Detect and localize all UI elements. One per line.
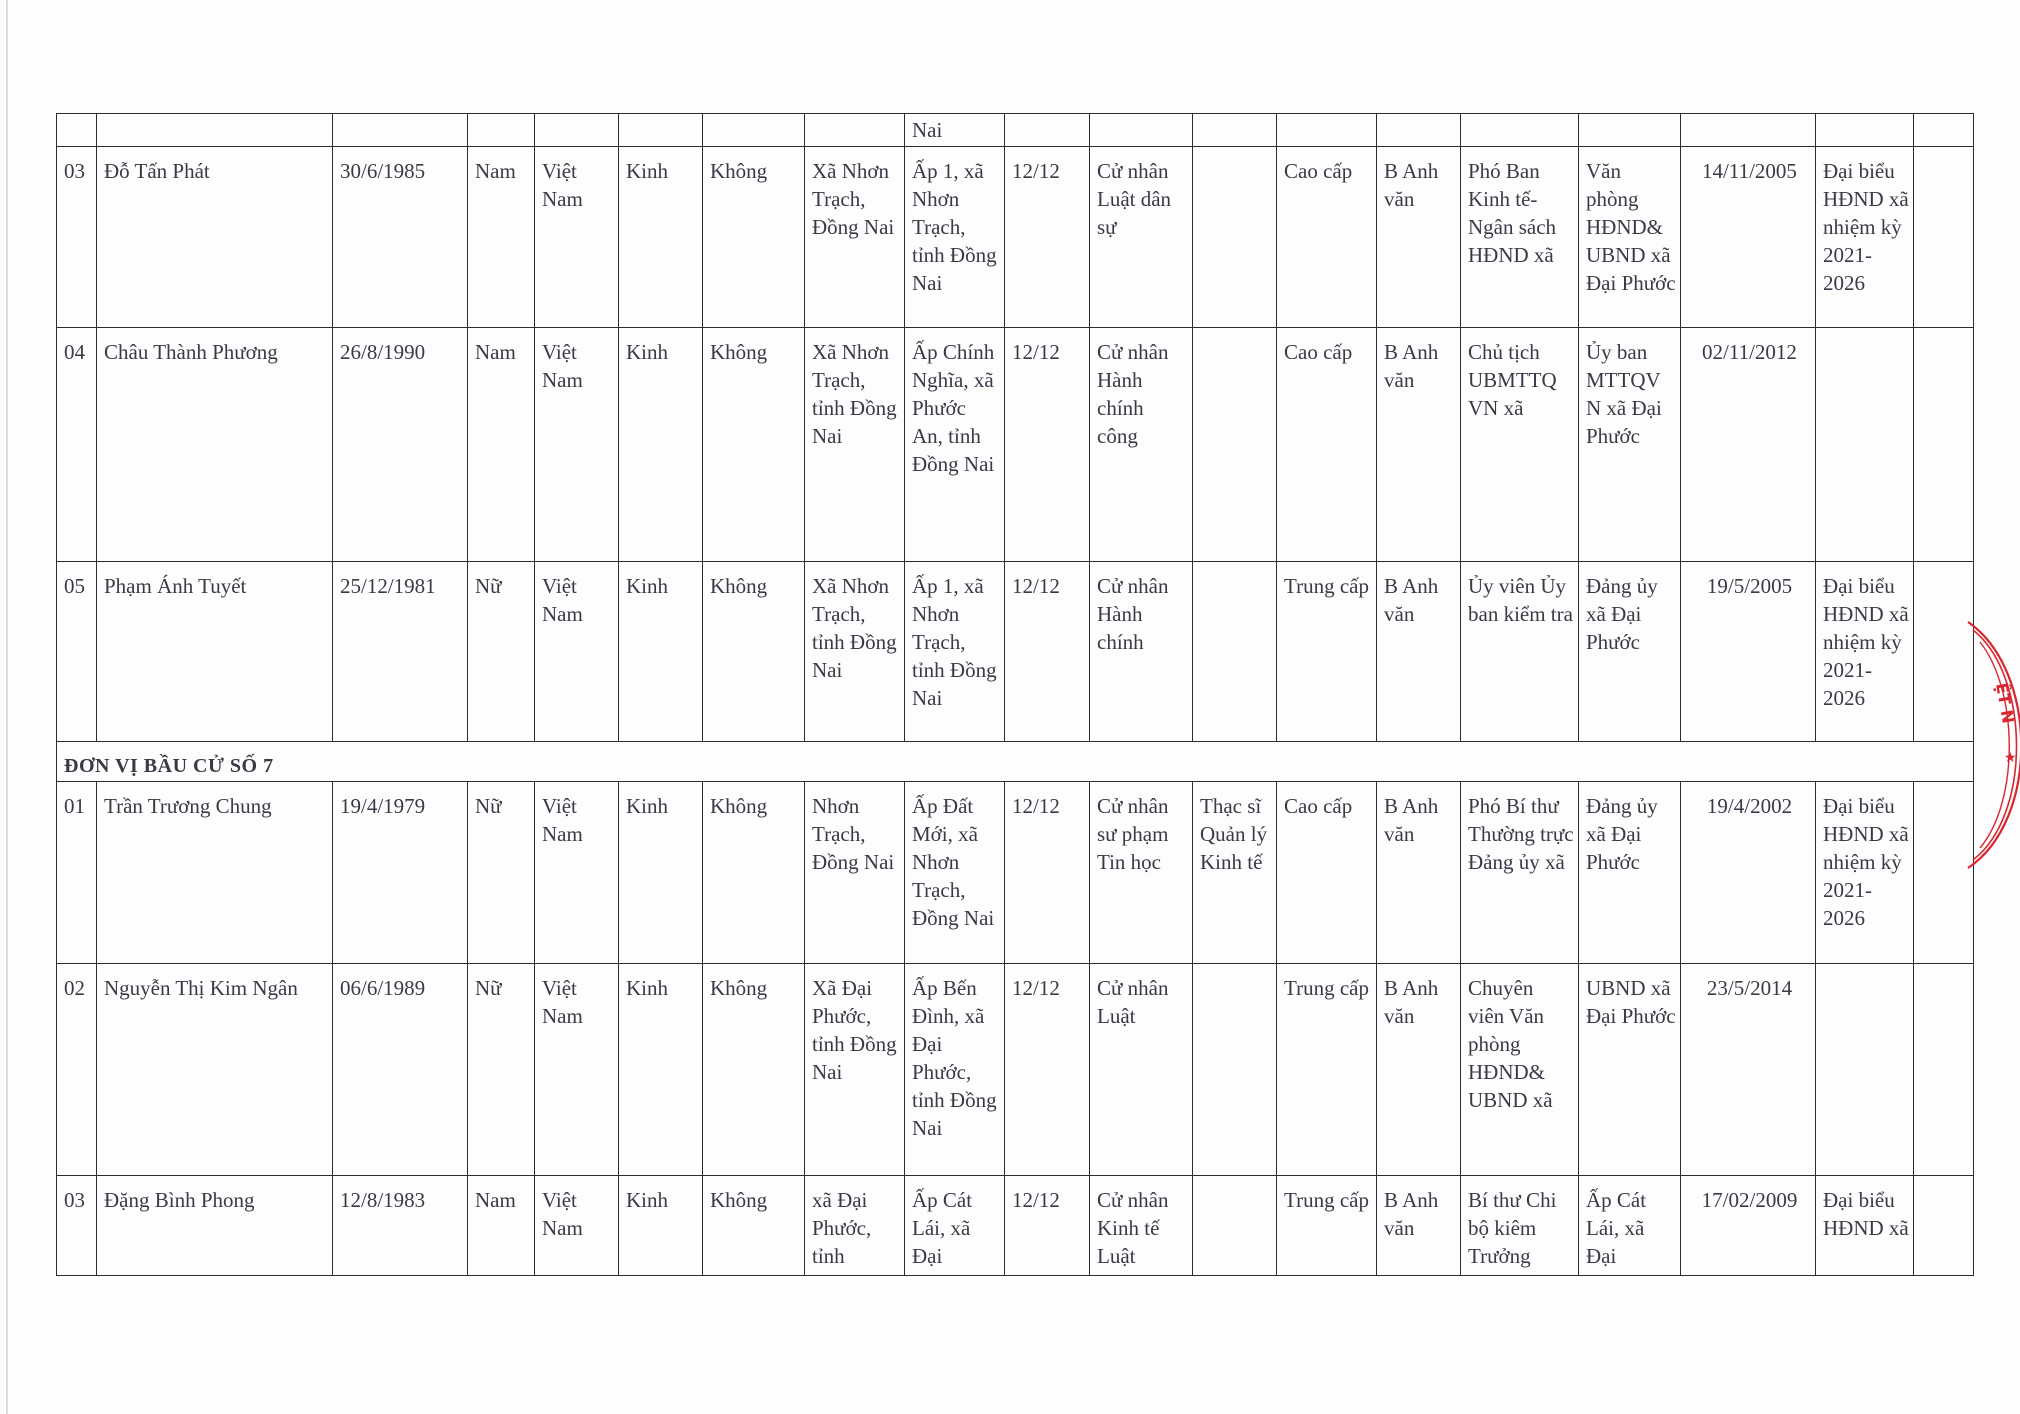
- cell-chuc-vu: Phó Bí thư Thường trực Đảng ủy xã: [1461, 782, 1579, 964]
- cell-dai-bieu: [1816, 964, 1914, 1176]
- cell-dan-toc: Kinh: [619, 1176, 703, 1276]
- cell-chuyen-mon: Cử nhân sư phạm Tin học: [1090, 782, 1193, 964]
- section-title: ĐƠN VỊ BẦU CỬ SỐ 7: [57, 742, 1974, 782]
- cell-chuc-vu: Bí thư Chi bộ kiêm Trưởng: [1461, 1176, 1579, 1276]
- cell-ngay-vao-dang: 17/02/2009: [1681, 1176, 1816, 1276]
- cell-chuyen-mon: Cử nhân Hành chính công: [1090, 328, 1193, 562]
- cell-noi-cong-tac: UBND xã Đại Phước: [1579, 964, 1681, 1176]
- cell-quoc-tich: Việt Nam: [535, 147, 619, 328]
- cell-ho-ten: Đặng Bình Phong: [97, 1176, 333, 1276]
- cell-ngay-sinh: 19/4/1979: [333, 782, 468, 964]
- cell-quoc-tich: Việt Nam: [535, 1176, 619, 1276]
- cell-chuyen-mon: Cử nhân Kinh tế Luật: [1090, 1176, 1193, 1276]
- cell-gioi-tinh: Nam: [468, 328, 535, 562]
- cell-que-quan: Xã Đại Phước, tỉnh Đồng Nai: [805, 964, 905, 1176]
- cell-dan-toc: Kinh: [619, 562, 703, 742]
- cell-empty: [1914, 328, 1974, 562]
- cell-gioi-tinh: Nam: [468, 147, 535, 328]
- cell-stt: 04: [57, 328, 97, 562]
- cell-chuyen-mon: Cử nhân Hành chính: [1090, 562, 1193, 742]
- cell-ngoai-ngu: B Anh văn: [1377, 964, 1461, 1176]
- cell-ton-giao: Không: [703, 328, 805, 562]
- cell-dai-bieu: Đại biểu HĐND xã nhiệm kỳ 2021-2026: [1816, 562, 1914, 742]
- cell-chuc-vu: Ủy viên Ủy ban kiểm tra: [1461, 562, 1579, 742]
- cell-noi-cong-tac: Ủy ban MTTQV N xã Đại Phước: [1579, 328, 1681, 562]
- cell-dai-bieu: [1816, 328, 1914, 562]
- cell-quoc-tich: Việt Nam: [535, 328, 619, 562]
- cell-ton-giao: Không: [703, 147, 805, 328]
- cell-quoc-tich: Việt Nam: [535, 782, 619, 964]
- cell-dai-bieu: Đại biểu HĐND xã nhiệm kỳ 2021-2026: [1816, 147, 1914, 328]
- cell-pho-thong: 12/12: [1005, 782, 1090, 964]
- section-header-row: [57, 742, 1974, 782]
- cell-chuyen-mon: Cử nhân Luật: [1090, 964, 1193, 1176]
- cell-dia-chi: Ấp Bến Đình, xã Đại Phước, tỉnh Đồng Nai: [905, 964, 1005, 1176]
- cell-gioi-tinh: Nam: [468, 1176, 535, 1276]
- cell-hoc-vi: [1193, 328, 1277, 562]
- continuation-row: [57, 114, 1974, 147]
- cell-ly-luan: Cao cấp: [1277, 782, 1377, 964]
- cell-ho-ten: Đỗ Tấn Phát: [97, 147, 333, 328]
- cell-ngoai-ngu: B Anh văn: [1377, 782, 1461, 964]
- cell-chuc-vu: Chuyên viên Văn phòng HĐND& UBND xã: [1461, 964, 1579, 1176]
- cell-stt: 03: [57, 1176, 97, 1276]
- cell-ly-luan: Trung cấp: [1277, 562, 1377, 742]
- table-row: [57, 964, 1974, 1176]
- cell-pho-thong: 12/12: [1005, 964, 1090, 1176]
- cell-que-quan: Nhơn Trạch, Đồng Nai: [805, 782, 905, 964]
- cell-ngay-vao-dang: 02/11/2012: [1681, 328, 1816, 562]
- cell-ngoai-ngu: B Anh văn: [1377, 1176, 1461, 1276]
- cell-noi-cong-tac: Ấp Cát Lái, xã Đại: [1579, 1176, 1681, 1276]
- cell-gioi-tinh: Nữ: [468, 562, 535, 742]
- cell-ton-giao: Không: [703, 964, 805, 1176]
- cell-gioi-tinh: Nữ: [468, 964, 535, 1176]
- cell-dia-chi: Ấp 1, xã Nhơn Trạch, tỉnh Đồng Nai: [905, 147, 1005, 328]
- cell-ngay-vao-dang: 19/4/2002: [1681, 782, 1816, 964]
- cell-dan-toc: Kinh: [619, 782, 703, 964]
- cell-hoc-vi: Thạc sĩ Quản lý Kinh tế: [1193, 782, 1277, 964]
- cell-dia-chi: Ấp Chính Nghĩa, xã Phước An, tỉnh Đồng Nai: [905, 328, 1005, 562]
- cell-hoc-vi: [1193, 1176, 1277, 1276]
- cell-dai-bieu: Đại biểu HĐND xã nhiệm kỳ 2021-2026: [1816, 782, 1914, 964]
- cell-ho-ten: Phạm Ánh Tuyết: [97, 562, 333, 742]
- cell-stt: 02: [57, 964, 97, 1176]
- cell-ton-giao: Không: [703, 1176, 805, 1276]
- cell-ngoai-ngu: B Anh văn: [1377, 328, 1461, 562]
- cell-empty: [1914, 1176, 1974, 1276]
- cell-ngay-vao-dang: 14/11/2005: [1681, 147, 1816, 328]
- cell-pho-thong: 12/12: [1005, 147, 1090, 328]
- cell-ho-ten: Châu Thành Phương: [97, 328, 333, 562]
- cell-ngay-sinh: 25/12/1981: [333, 562, 468, 742]
- official-seal: [1960, 620, 2020, 870]
- cell-dan-toc: Kinh: [619, 147, 703, 328]
- cell-stt: 03: [57, 147, 97, 328]
- cell-ho-ten: Trần Trương Chung: [97, 782, 333, 964]
- cell-ly-luan: Trung cấp: [1277, 1176, 1377, 1276]
- cell-ly-luan: Cao cấp: [1277, 147, 1377, 328]
- cell-dia-chi: Nai: [905, 114, 1005, 147]
- cell-ngay-sinh: 06/6/1989: [333, 964, 468, 1176]
- cell-ngoai-ngu: B Anh văn: [1377, 147, 1461, 328]
- cell-stt: 05: [57, 562, 97, 742]
- seal-star-icon: ★: [2004, 750, 2017, 766]
- cell-que-quan: Xã Nhơn Trạch, Đồng Nai: [805, 147, 905, 328]
- cell-quoc-tich: Việt Nam: [535, 964, 619, 1176]
- cell-ly-luan: Cao cấp: [1277, 328, 1377, 562]
- cell-chuc-vu: Phó Ban Kinh tế- Ngân sách HĐND xã: [1461, 147, 1579, 328]
- cell-ngoai-ngu: B Anh văn: [1377, 562, 1461, 742]
- cell-dia-chi: Ấp Cát Lái, xã Đại: [905, 1176, 1005, 1276]
- cell-dia-chi: Ấp Đất Mới, xã Nhơn Trạch, Đồng Nai: [905, 782, 1005, 964]
- candidate-table: [56, 113, 1974, 1276]
- page-left-edge: [6, 0, 8, 1414]
- cell-stt: 01: [57, 782, 97, 964]
- cell-dan-toc: Kinh: [619, 328, 703, 562]
- cell-ngay-sinh: 26/8/1990: [333, 328, 468, 562]
- cell-empty: [1914, 147, 1974, 328]
- cell-ngay-vao-dang: 23/5/2014: [1681, 964, 1816, 1176]
- cell-ton-giao: Không: [703, 562, 805, 742]
- table-row: [57, 147, 1974, 328]
- cell-que-quan: xã Đại Phước, tỉnh: [805, 1176, 905, 1276]
- seal-text: ỆT N: [1992, 681, 2018, 725]
- cell-dia-chi: Ấp 1, xã Nhơn Trạch, tỉnh Đồng Nai: [905, 562, 1005, 742]
- table-row: [57, 782, 1974, 964]
- cell-dan-toc: Kinh: [619, 964, 703, 1176]
- cell-que-quan: Xã Nhơn Trạch, tỉnh Đồng Nai: [805, 562, 905, 742]
- cell-ngay-sinh: 12/8/1983: [333, 1176, 468, 1276]
- cell-hoc-vi: [1193, 147, 1277, 328]
- cell-chuc-vu: Chủ tịch UBMTTQ VN xã: [1461, 328, 1579, 562]
- cell-noi-cong-tac: Đảng ủy xã Đại Phước: [1579, 562, 1681, 742]
- cell-gioi-tinh: Nữ: [468, 782, 535, 964]
- cell-noi-cong-tac: Đảng ủy xã Đại Phước: [1579, 782, 1681, 964]
- cell-pho-thong: 12/12: [1005, 562, 1090, 742]
- cell-pho-thong: 12/12: [1005, 1176, 1090, 1276]
- seal-graphic: [1960, 620, 2020, 870]
- cell-ngay-vao-dang: 19/5/2005: [1681, 562, 1816, 742]
- cell-hoc-vi: [1193, 562, 1277, 742]
- cell-quoc-tich: Việt Nam: [535, 562, 619, 742]
- cell-noi-cong-tac: Văn phòng HĐND& UBND xã Đại Phước: [1579, 147, 1681, 328]
- cell-hoc-vi: [1193, 964, 1277, 1176]
- table-row: [57, 1176, 1974, 1276]
- cell-empty: [1914, 964, 1974, 1176]
- cell-dai-bieu: Đại biểu HĐND xã: [1816, 1176, 1914, 1276]
- cell-pho-thong: 12/12: [1005, 328, 1090, 562]
- table-row: [57, 328, 1974, 562]
- cell-ho-ten: Nguyễn Thị Kim Ngân: [97, 964, 333, 1176]
- cell-ly-luan: Trung cấp: [1277, 964, 1377, 1176]
- cell-ngay-sinh: 30/6/1985: [333, 147, 468, 328]
- table-row: [57, 562, 1974, 742]
- cell-chuyen-mon: Cử nhân Luật dân sự: [1090, 147, 1193, 328]
- cell-ton-giao: Không: [703, 782, 805, 964]
- cell-que-quan: Xã Nhơn Trạch, tỉnh Đồng Nai: [805, 328, 905, 562]
